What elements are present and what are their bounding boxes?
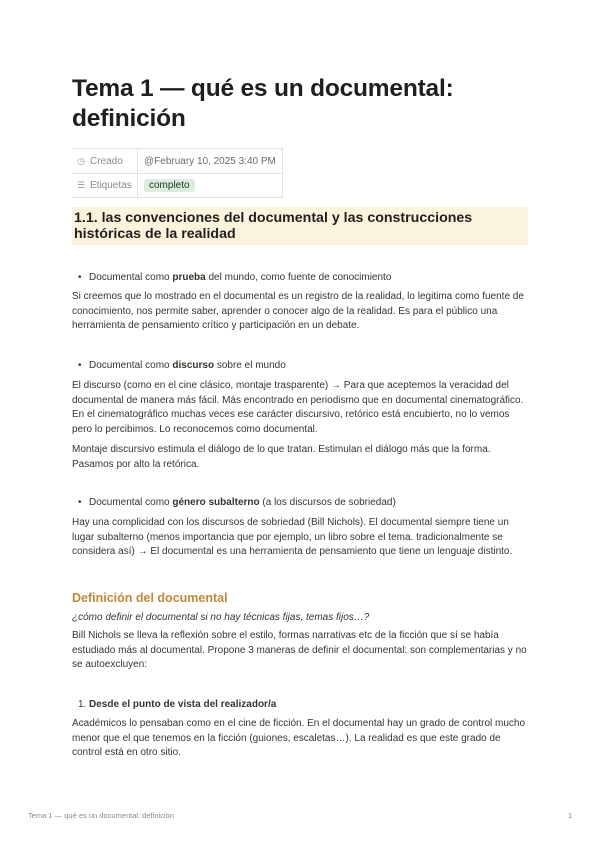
created-label: Creado (90, 155, 123, 167)
clock-icon: ◷ (77, 155, 85, 166)
created-value[interactable]: @February 10, 2025 3:40 PM (144, 155, 276, 167)
bullet-dot-icon: • (78, 360, 82, 371)
paragraph-3: Montaje discursivo estimula el diálogo de lo que tratan. Estimulan el diálogo más que la forma. Pasamos por alto la retórica. (72, 444, 491, 470)
property-tags (72, 173, 282, 197)
numbered-item-1 (72, 698, 528, 712)
bullet-bold-text: prueba (172, 272, 206, 283)
footer-page-number: 1 (568, 811, 573, 820)
subheading-definicion: Definición del documental (72, 591, 228, 605)
paragraph-6: Académicos lo pensaban como en el cine de ficción. En el documental hay un grado de control mucho menor que el que tenemos en la ficción (guiones, escaletas…). La realidad es que este grado de control está en otro sitio. (72, 718, 526, 759)
paragraph-4: Hay una complicidad con los discursos de sobriedad (Bill Nichols). El documental siempre tiene un lugar subalterno (menos importancia que por ejemplo, un libro sobre el tema. tradicionalmente se considera así) → El documental es una herramienta de pensamiento que tiene un lenguaje distinto. (72, 517, 513, 558)
paragraph-2: El discurso (como en el cine clásico, montaje trasparente) → Para que aceptemos la veracidad del documental de manera más fácil. Más encontrado en periodismo que en documental cinematográfico. En el cinematográfico muchas veces ese carácter discursivo, retórico está encubierto, no lo vemos pero lo percibimos. Lo reconocemos como documental. (72, 380, 524, 435)
property-key-tags (72, 174, 138, 197)
tags-value[interactable] (138, 179, 195, 192)
question-text: ¿cómo definir el documental si no hay técnicas fijas, temas fijos…? (72, 612, 370, 623)
bullet-text: (a los discursos de sobriedad) (259, 497, 396, 508)
bullet-text: Documental como (89, 272, 173, 283)
bullet-text: del mundo, como fuente de conocimiento (205, 272, 392, 283)
property-created (72, 149, 282, 173)
bullet-text: sobre el mundo (214, 360, 286, 371)
bullet-text: Documental como (89, 497, 173, 508)
bullet-bold-text: discurso (172, 360, 215, 371)
list-icon: ☰ (76, 180, 86, 190)
property-key-created (72, 149, 138, 173)
footer-title: Tema 1 — qué es un documental: definición (28, 811, 174, 820)
section-heading: 1.1. las convenciones del documental y las construcciones históricas de la realidad (72, 207, 528, 245)
numbered-text: Desde el punto de vista del realizador/a (89, 699, 277, 710)
properties-table (72, 148, 283, 198)
paragraph-1: Si creemos que lo mostrado en el documental es un registro de la realidad, lo legitima como fuente de conocimiento, nos permite saber, aprender o conocer algo de la realidad. Es para el público una herramienta de pensamiento crítico y participación en un debate. (72, 291, 524, 332)
page-title: Tema 1 — qué es un documental: definición (72, 75, 454, 132)
bullet-bold-text: género subalterno (172, 497, 260, 508)
paragraph-5: Bill Nichols se lleva la reflexión sobre el estilo, formas narrativas etc de la ficción que sí se había estudiado más al documental. Propone 3 maneras de definir el documental: son complementarias y no se autoexcluyen: (72, 630, 527, 671)
bullet-item-2 (72, 359, 528, 373)
bullet-dot-icon: • (78, 497, 82, 508)
bullet-dot-icon: • (78, 272, 82, 283)
bullet-item-3 (72, 496, 528, 510)
tags-label: Etiquetas (90, 180, 132, 191)
bullet-item-1 (72, 271, 528, 285)
tag-badge[interactable]: completo (144, 179, 195, 192)
bullet-text: Documental como (89, 360, 173, 371)
numbered-marker: 1. (78, 699, 87, 710)
